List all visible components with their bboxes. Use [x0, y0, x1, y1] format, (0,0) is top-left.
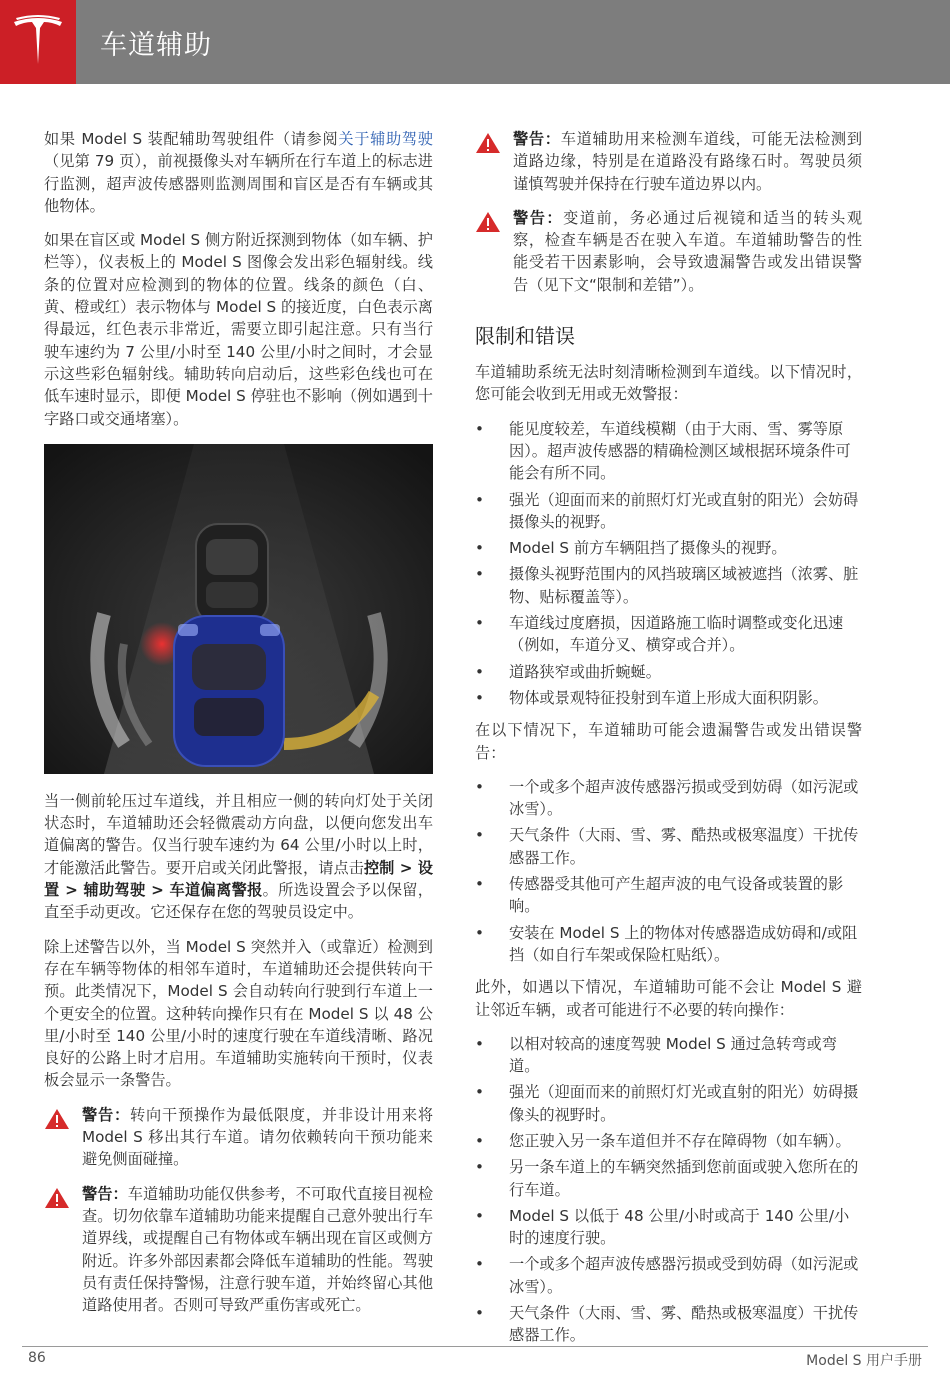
brand-logo-box	[0, 0, 76, 84]
list-item: • 强光（迎面而来的前照灯灯光或直射的阳光）会妨碍摄像头的视野。	[475, 489, 862, 534]
warning-icon	[475, 132, 501, 154]
intro-text-rest: （见第 79 页），前视摄像头对车辆所在行车道上的标志进行监测，超声波传感器则监测周围和盲区是否有车辆或其他物体。	[44, 152, 433, 215]
warning-block-3	[475, 128, 862, 195]
tesla-logo-icon	[10, 14, 66, 70]
list-item: • 摄像头视野范围内的风挡玻璃区域被遮挡（浓雾、脏物、贴标覆盖等）。	[475, 563, 862, 608]
paragraph-blind-spot: 如果在盲区或 Model S 侧方附近探测到物体（如车辆、护栏等），仪表板上的 Model S 图像会发出彩色辐射线。线条的位置对应检测到的物体的位置。线条的颜色（白、黄、橙或红）表示物体与 Model S 的接近度，白色表示离得最远，红色表示非常近，需要立即引起注意。只有当行驶车速约为 7 公里/小时至 140 公里/小时之间时，才会显示这些彩色辐射线。辅助转向启动后，这些彩色线也可在低车速时显示，即便 Model S 停驻也不影响（例如遇到十字路口或交通堵塞）。	[44, 231, 433, 428]
warning-block-1	[44, 1104, 433, 1171]
lane-departure-text-rest: 。所选设置会予以保留，直至手动更改。它还保存在您的驾驶员设定中。	[44, 881, 433, 922]
footer-divider	[22, 1346, 928, 1347]
limitations-list	[475, 418, 862, 710]
own-car	[174, 616, 284, 766]
list-item: • 天气条件（大雨、雪、雾、酷热或极寒温度）干扰传感器工作。	[475, 824, 862, 869]
missed-warnings-list	[475, 776, 862, 966]
list-item: • 一个或多个超声波传感器污损或受到妨碍（如污泥或冰雪）。	[475, 776, 862, 821]
list-item: • 以相对较高的速度驾驶 Model S 通过急转弯或弯道。	[475, 1033, 862, 1078]
steering-limits-list	[475, 1033, 862, 1347]
list-item: • 车道线过度磨损，因道路施工临时调整或变化迅速（例如，车道分叉、横穿或合并）。	[475, 612, 862, 657]
list-item: • 物体或景观特征投射到车道上形成大面积阴影。	[475, 687, 862, 709]
warning-icon	[475, 211, 501, 233]
car-illustration	[44, 444, 433, 774]
warning-text: 变道前，务必通过后视镜和适当的转头观察，检查车辆是否在驶入车道。车道辅助警告的性能受若干因素影响，会导致遗漏警告或发出错误警告（见下文“限制和差错”）。	[513, 208, 863, 294]
warning-label: 警告：	[82, 1105, 130, 1124]
list-item: • 强光（迎面而来的前照灯灯光或直射的阳光）妨碍摄像头的视野时。	[475, 1081, 862, 1126]
intro-text: 如果 Model S 装配辅助驾驶组件（请参阅	[44, 130, 339, 148]
list-item: • 天气条件（大雨、雪、雾、酷热或极寒温度）干扰传感器工作。	[475, 1302, 862, 1347]
warning-label: 警告：	[513, 130, 561, 148]
section-heading: 限制和错误	[475, 324, 575, 349]
list-item: • 您正驶入另一条车道但并不存在障碍物（如车辆）。	[475, 1130, 862, 1152]
paragraph-steering-intervention: 除上述警告以外，当 Model S 突然并入（或靠近）检测到存在车辆等物体的相邻车道时，车道辅助还会提供转向干预。此类情况下，Model S 会自动转向行驶到行车道上一个更安全的位置。这种转向操作只有在 Model S 以 48 公里/小时至 140 公里/小时的速度行驶在车道线清晰、路况良好的公路上时才启用。车道辅助实施转向干预时，仪表板会显示一条警告。	[44, 937, 433, 1090]
lane-departure-text: 当一侧前轮压过车道线，并且相应一侧的转向灯处于关闭状态时，车道辅助还会轻微震动方向盘，以便向您发出车道偏离的警告。仅当行驶车速约为 64 公里/小时以上时，才能激活此警告。要开启或关闭此警报，请点击	[44, 791, 433, 877]
warning-icon	[44, 1187, 70, 1209]
warning-label: 警告：	[82, 1184, 128, 1203]
list-item: • 安装在 Model S 上的物体对传感器造成妨碍和/或阻挡（如自行车架或保险杠贴纸）。	[475, 922, 862, 967]
list-item: • 另一条车道上的车辆突然插到您前面或驶入您所在的行车道。	[475, 1156, 862, 1201]
warning-icon	[44, 1108, 70, 1130]
paragraph-lane-departure	[44, 790, 433, 924]
warning-text: 转向干预操作为最低限度，并非设计用来将 Model S 移出其行车道。请勿依赖转向干预功能来避免侧面碰撞。	[82, 1105, 434, 1169]
warning-text: 车道辅助功能仅供参考，不可取代直接目视检查。切勿依靠车道辅助功能来提醒自己意外驶出行车道界线，或提醒自己有物体或车辆出现在盲区或侧方附近。许多外部因素都会降低车道辅助的性能。驾驶员有责任保持警惕，注意行驶车道，并始终留心其他道路使用者。否则可导致严重伤害或死亡。	[82, 1184, 434, 1315]
warning-text: 车道辅助用来检测车道线，可能无法检测到道路边缘，特别是在道路没有路缘石时。驾驶员须谨慎驾驶并保持在行驶车道边界以内。	[513, 130, 862, 193]
car-ahead	[196, 524, 268, 624]
page-number: 86	[28, 1350, 46, 1366]
list-item: • 道路狭窄或曲折蜿蜒。	[475, 661, 862, 683]
autopilot-link[interactable]: 关于辅助驾驶	[338, 130, 433, 148]
paragraph-missed-warnings-intro: 在以下情况下，车道辅助可能会遗漏警告或发出错误警告：	[475, 721, 862, 762]
warning-block-4	[475, 207, 862, 296]
paragraph-intro	[44, 128, 433, 217]
left-column	[44, 128, 433, 1328]
warning-block-2	[44, 1183, 433, 1317]
warning-label: 警告：	[513, 208, 564, 227]
lane-assist-illustration	[44, 444, 433, 774]
list-item: • Model S 前方车辆阻挡了摄像头的视野。	[475, 537, 862, 559]
page-title: 车道辅助	[100, 30, 212, 61]
paragraph-limitations-intro: 车道辅助系统无法时刻清晰检测到车道线。以下情况时，您可能会收到无用或无效警报：	[475, 363, 862, 404]
list-item: • Model S 以低于 48 公里/小时或高于 140 公里/小时的速度行驶。	[475, 1205, 862, 1250]
paragraph-steering-limits-intro: 此外，如遇以下情况，车道辅助可能不会让 Model S 避让邻近车辆，或者可能进行不必要的转向操作：	[475, 978, 862, 1019]
right-column	[475, 128, 862, 1357]
list-item: • 一个或多个超声波传感器污损或受到妨碍（如污泥或冰雪）。	[475, 1253, 862, 1298]
list-item: • 能见度较差，车道线模糊（由于大雨、雪、雾等原因）。超声波传感器的精确检测区域根据环境条件可能会有所不同。	[475, 418, 862, 485]
list-item: • 传感器受其他可产生超声波的电气设备或装置的影响。	[475, 873, 862, 918]
settings-path: 控制 > 设置 > 辅助驾驶 > 车道偏离警报	[44, 858, 433, 900]
header-band	[76, 0, 950, 84]
manual-title: Model S 用户手册	[806, 1353, 922, 1369]
